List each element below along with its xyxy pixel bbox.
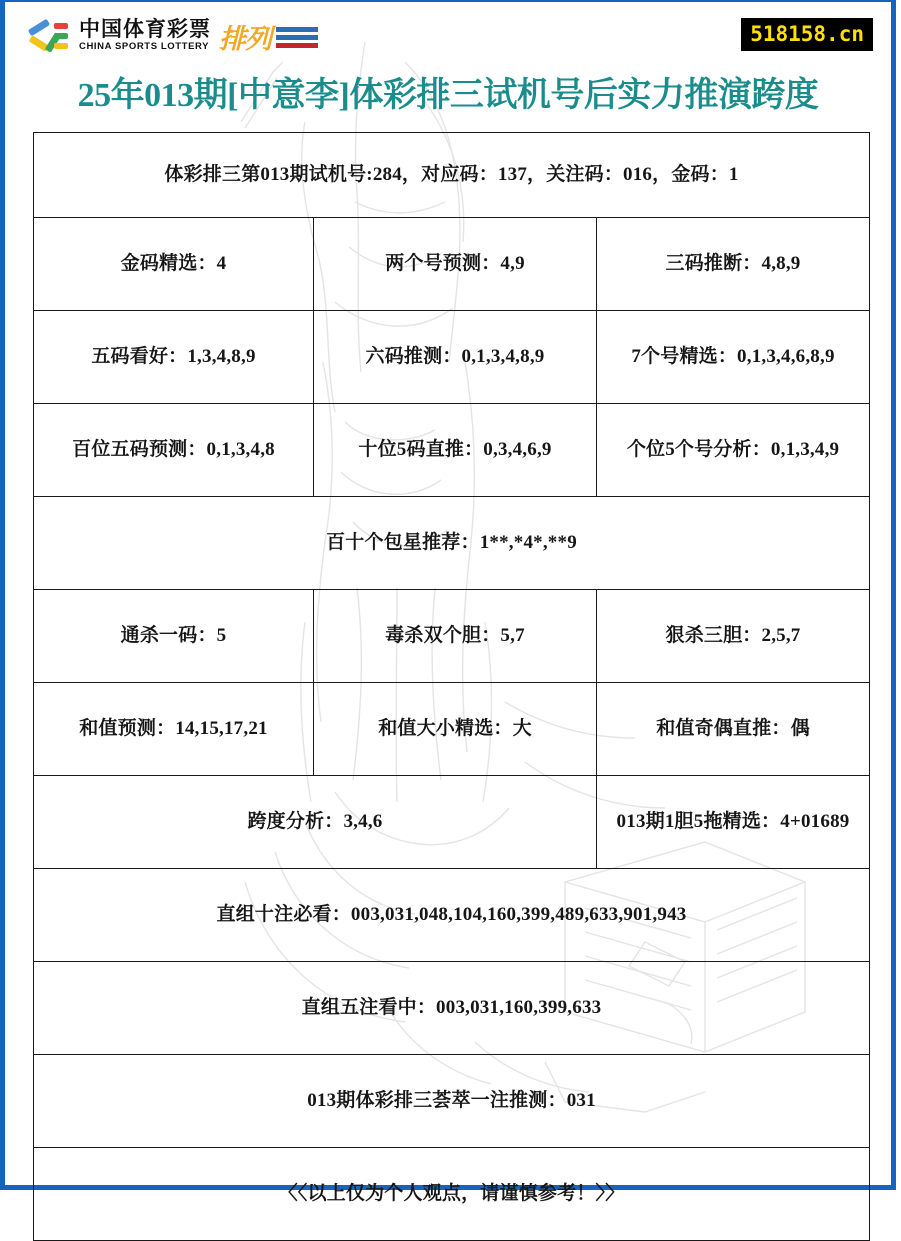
six-code-forecast: 六码推测：0,1,3,4,8,9: [314, 311, 597, 404]
hundreds-five-code-forecast: 百位五码预测：0,1,3,4,8: [34, 404, 314, 497]
page-title: 25年013期[中意李]体彩排三试机号后实力推演跨度: [77, 77, 819, 114]
single-bet-forecast: 013期体彩排三荟萃一注推测：031: [34, 1055, 870, 1148]
sports-lottery-mark-icon: [27, 15, 73, 57]
test-number-summary: 体彩排三第013期试机号:284，对应码：137，关注码：016，金码：1: [34, 133, 870, 218]
five-code-favorite: 五码看好：1,3,4,8,9: [34, 311, 314, 404]
logo-brand-en: CHINA SPORTS LOTTERY: [79, 41, 210, 52]
site-header: [5, 2, 891, 72]
table-row: [34, 218, 870, 311]
three-code-inference: 三码推断：4,8,9: [597, 218, 870, 311]
units-five-number-analysis: 个位5个号分析：0,1,3,4,9: [597, 404, 870, 497]
logo-game-name: 排列: [219, 23, 271, 54]
table-row: [34, 869, 870, 962]
table-row: [34, 497, 870, 590]
kill-three-codes: 狠杀三胆：2,5,7: [597, 590, 870, 683]
prediction-table: [33, 132, 870, 1241]
baoxing-recommendation: 百十个包星推荐：1**,*4*,**9: [34, 497, 870, 590]
table-row: [34, 1055, 870, 1148]
table-row: [34, 590, 870, 683]
page-content: [5, 2, 891, 1241]
seven-number-pick: 7个号精选：0,1,3,4,6,8,9: [597, 311, 870, 404]
logo-brand-text: [79, 19, 211, 53]
lottery-logo: [27, 12, 318, 60]
table-row: [34, 776, 870, 869]
table-row: [34, 1148, 870, 1241]
logo-three-bars-icon: [276, 24, 318, 48]
table-row: [34, 133, 870, 218]
sum-forecast: 和值预测：14,15,17,21: [34, 683, 314, 776]
five-bet-watch: 直组五注看中：003,031,160,399,633: [34, 962, 870, 1055]
kill-one-code: 通杀一码：5: [34, 590, 314, 683]
disclaimer: 〈〈以上仅为个人观点，请谨慎参考！〉〉: [34, 1148, 870, 1241]
sum-parity-direct: 和值奇偶直推：偶: [597, 683, 870, 776]
prediction-table-wrapper: [33, 132, 863, 1241]
table-row: [34, 404, 870, 497]
table-row: [34, 683, 870, 776]
span-analysis: 跨度分析：3,4,6: [34, 776, 597, 869]
two-number-forecast: 两个号预测：4,9: [314, 218, 597, 311]
table-row: [34, 962, 870, 1055]
ten-bet-must-see: 直组十注必看：003,031,048,104,160,399,489,633,901,943: [34, 869, 870, 962]
sum-size-pick: 和值大小精选：大: [314, 683, 597, 776]
tens-five-code-direct: 十位5码直推：0,3,4,6,9: [314, 404, 597, 497]
site-url-badge: 518158.cn: [741, 18, 873, 51]
kill-two-codes: 毒杀双个胆：5,7: [314, 590, 597, 683]
gold-code-pick: 金码精选：4: [34, 218, 314, 311]
logo-brand-cn: 中国体育彩票: [79, 18, 211, 41]
one-dan-five-tuo-pick: 013期1胆5拖精选：4+01689: [597, 776, 870, 869]
table-row: [34, 311, 870, 404]
